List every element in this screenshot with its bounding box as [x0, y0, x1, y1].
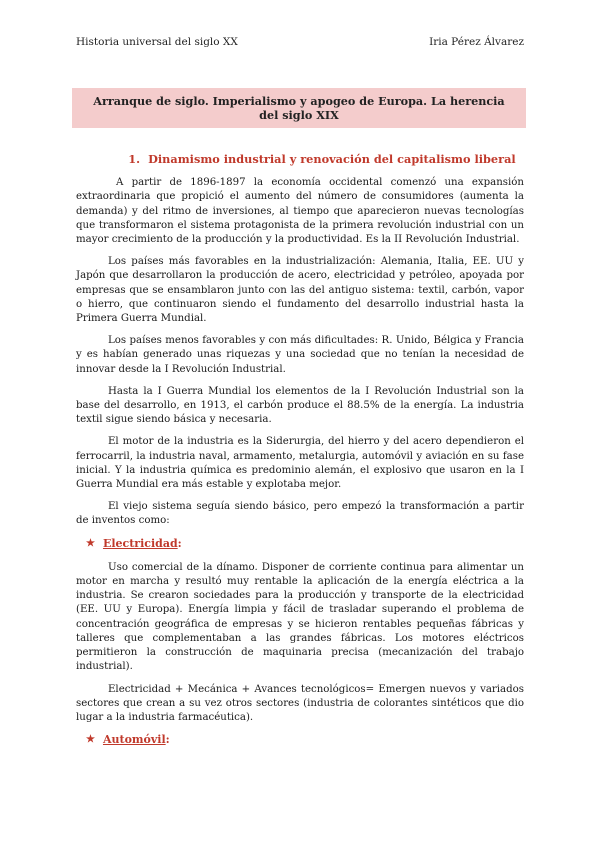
section-heading [76, 152, 524, 166]
bullet-automovil: ★ Automóvil : [86, 733, 170, 747]
paragraph: El motor de la industria es la Siderurgia, del hierro y del acero dependieron el ferrocarril, la industria naval, armamento, metalurgia, automóvil y aviación en su fase inicial. Y la industria química es predominio alemán, el explosivo que usaron en la I Guerra Mundial era más estable y explotaba mejor. [76, 436, 524, 491]
paragraph: El viejo sistema seguía siendo básico, pero empezó la transformación a partir de inventos como: [76, 501, 524, 527]
paragraph: Electricidad + Mecánica + Avances tecnológicos= Emergen nuevos y variados sectores que crean a su vez otros sectores (industria de colorantes sintéticos que dio lugar a la industria farmacéutica). [76, 683, 524, 723]
star-icon: ★ [86, 537, 95, 549]
section-number: 1. [128, 152, 141, 166]
paragraph: Los países menos favorables y con más dificultades: R. Unido, Bélgica y Francia y es habían generado unas riquezas y una sociedad que no tenían la necesidad de innovar desde la I Revolución Industrial. [76, 335, 524, 375]
header-course-title: Historia universal del siglo XX [76, 36, 238, 48]
paragraph: Los países más favorables en la industrialización: Alemania, Italia, EE. UU y Japón que desarrollaron la producción de acero, electricidad y petróleo, apoyada por empresas que se ensamblaron junto con las del antiguo sistema: textil, carbón, vapor o hierro, que continuaron siendo el fundamento del desarrollo industrial hasta la Primera Guerra Mundial. [76, 256, 524, 325]
page-header [76, 36, 524, 48]
paragraph: Uso comercial de la dínamo. Disponer de corriente continua para alimentar un motor en marcha y resultó muy rentable la aplicación de la energía eléctrica a la industria. Se crearon sociedades para la producción y transporte de la electricidad (EE. UU y Europa). Energía limpia y fácil de trasladar superando el problema de concentración geográfica de empresas y se hicieron rentables pequeñas fábricas y talleres que complementaban a las grandes fábricas. Los motores eléctricos permitieron la construcción de maquinaria precisa (mecanización del trabajo industrial). [76, 561, 524, 673]
bullet-label: Electricidad [102, 536, 178, 550]
paragraph: A partir de 1896-1897 la economía occidental comenzó una expansión extraordinaria que propició el aumento del número de consumidores (aumenta la demanda) y del ritmo de inversiones, al tiempo que aparecieron nuevas tecnologías que transformaron el sistema protagonista de la primera revolución industrial con un mayor crecimiento de la producción y la productividad. Es la II Revolución Industrial. [76, 177, 524, 246]
star-icon: ★ [86, 734, 95, 746]
bullet-electricidad: ★ Electricidad : [86, 536, 182, 550]
paragraph: Hasta la I Guerra Mundial los elementos de la I Revolución Industrial son la base del desarrollo, en 1913, el carbón produce el 88.5% de la energía. La industria textil sigue siendo básica y necesaria. [76, 385, 524, 426]
header-author: Iria Pérez Álvarez [429, 36, 524, 48]
bullet-label: Automóvil [102, 733, 166, 747]
section-title: Dinamismo industrial y renovación del capitalismo liberal [148, 152, 516, 166]
document-body [76, 152, 524, 757]
document-title: Arranque de siglo. Imperialismo y apogeo de Europa. La herencia del siglo XIX [72, 88, 526, 128]
